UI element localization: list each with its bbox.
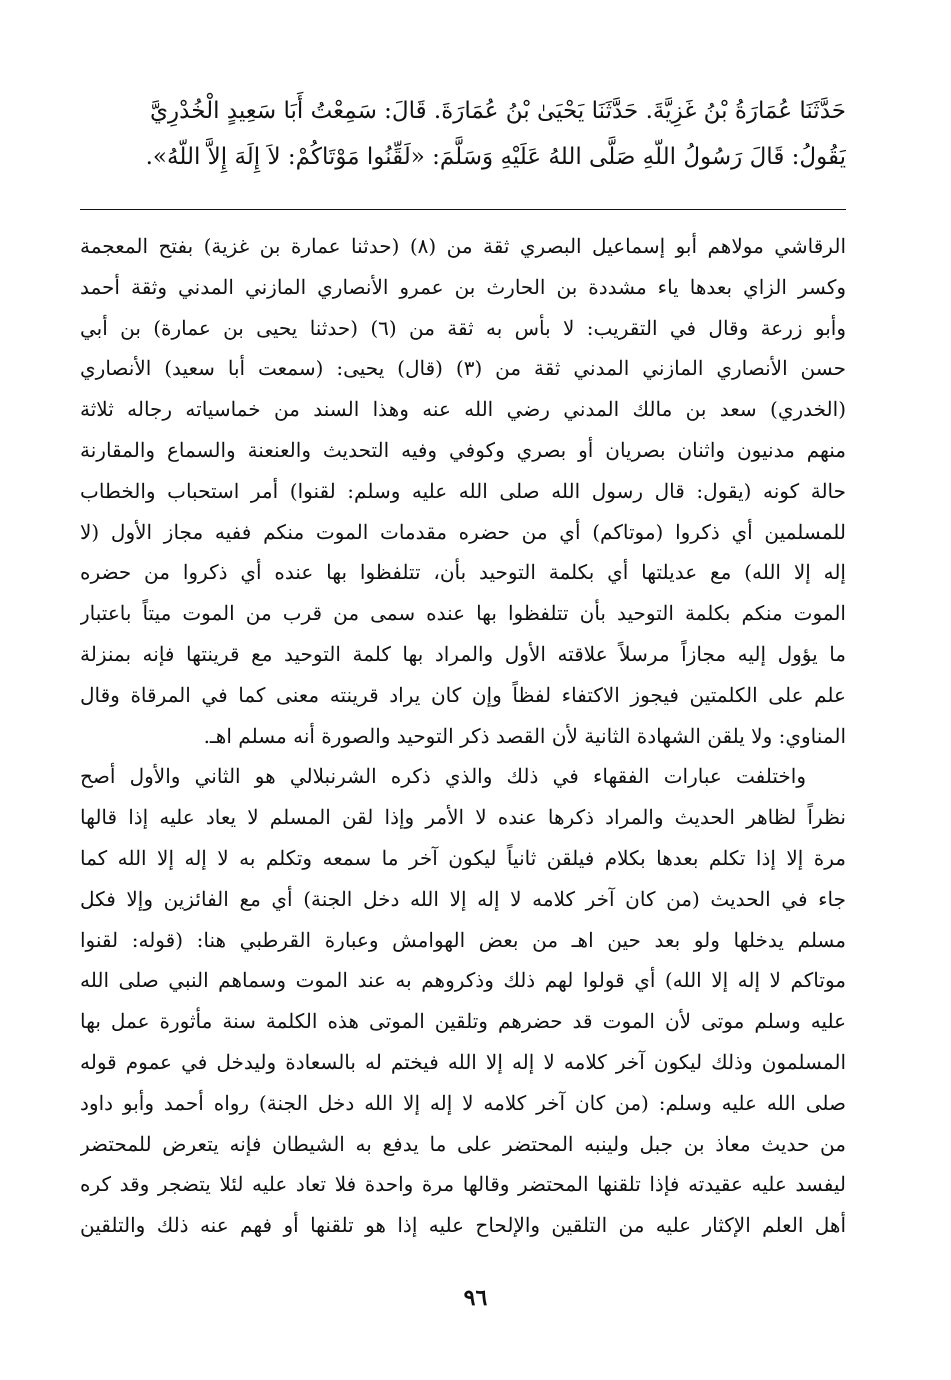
footnote-separator [80, 209, 846, 210]
commentary-line: الرقاشي مولاهم أبو إسماعيل البصري ثقة من (٨) (حدثنا عمارة بن غزية) بفتح المعجمة [80, 234, 846, 258]
hadith-line: حَدَّثَنَا عُمَارَةُ بْنُ غَزِيَّةَ. حَدَّثَنَا يَحْيَىٰ بْنُ عُمَارَةَ. قَالَ: سَمِعْتُ أَبَا سَعِيدٍ الْخُدْرِيَّ [150, 98, 846, 124]
commentary-paragraph [80, 226, 846, 756]
commentary-line: المناوي: ولا يلقن الشهادة الثانية لأن القصد ذكر التوحيد والصورة أنه مسلم اهـ. [203, 723, 846, 748]
commentary-line: (الخدري) سعد بن مالك المدني رضي الله عنه وهذا السند من خماسياته رجاله ثلاثة [80, 397, 846, 422]
hadith-text [80, 88, 846, 180]
commentary-line: إله إلا الله) مع عديلتها أي بكلمة التوحيد بأن، تتلفظوا بها عنده أي ذكروا من حضره [80, 560, 846, 585]
page-number: ٩٦ [463, 1285, 488, 1311]
commentary-line: نظراً لظاهر الحديث والمراد ذكرها عنده لا الأمر وإذا لقن المسلم لا يعاد عليه إذا قالها [80, 805, 846, 830]
commentary-line: موتاكم لا إله إلا الله) أي قولوا لهم ذلك وذكروهم به عند الموت وسماهم النبي صلى الله [80, 968, 846, 993]
commentary-line: الموت منكم بكلمة التوحيد بأن تتلفظوا بها عنده سمى من قرب من الموت ميتاً باعتبار [80, 601, 846, 626]
commentary-line: ما يؤول إليه مجازاً مرسلاً علاقته الأول والمراد بها كلمة التوحيد مع قرينتها فإنه بمنزلة [80, 641, 846, 666]
commentary-line: مسلم يدخلها ولو بعد حين اهـ من بعض الهوامش وعبارة القرطبي هنا: (قوله: لقنوا [80, 927, 846, 952]
commentary-line: وأبو زرعة وقال في التقريب: لا بأس به ثقة من (٦) (حدثنا يحيى بن عمارة) بن أبي [80, 315, 846, 340]
commentary-line: من حديث معاذ بن جبل ولينبه المحتضر على ما يدفع به الشيطان فإنه يتعرض للمحتضر [80, 1131, 846, 1156]
commentary-line: حسن الأنصاري المازني المدني ثقة من (٣) (قال) يحيى: (سمعت أبا سعيد) الأنصاري [80, 356, 846, 381]
commentary-paragraph [80, 756, 846, 1246]
hadith-line: يَقُولُ: قَالَ رَسُولُ اللّهِ صَلَّى اللهُ عَلَيْهِ وَسَلَّمَ: «لَقِّنُوا مَوْتَاكُمْ: لاَ إِلَهَ إِلاَّ اللّهُ». [145, 144, 846, 170]
commentary-line: وكسر الزاي بعدها ياء مشددة بن الحارث بن عمرو الأنصاري المازني المدني وثقة أحمد [80, 274, 846, 299]
commentary-line: منهم مدنيون واثنان بصريان أو بصري وكوفي وفيه التحديث والعنعنة والسماع والمقارنة [80, 437, 846, 462]
commentary-line: مرة إلا إذا تكلم بعدها بكلام فيلقن ثانياً ليكون آخر ما سمعه وتكلم به لا إله إلا الله كما [80, 845, 846, 870]
commentary-line: جاء في الحديث (من كان آخر كلامه لا إله إلا الله دخل الجنة) أي مع الفائزين وإلا فكل [80, 886, 846, 911]
commentary-line: المسلمون وذلك ليكون آخر كلامه لا إله إلا الله فيختم له بالسعادة وليدخل في عموم قوله [80, 1049, 846, 1074]
commentary-line: ليفسد عليه عقيدته فإذا تلقنها المحتضر وقالها مرة واحدة فلا تعاد عليه لئلا يتضجر وقد كره [80, 1172, 846, 1197]
commentary-text [80, 226, 846, 1246]
commentary-line: علم على الكلمتين فيجوز الاكتفاء لفظاً وإن كان يراد قرينته معنى كما في المرقاة وقال [80, 682, 846, 707]
commentary-line: للمسلمين أي ذكروا (موتاكم) أي من حضره مقدمات الموت منكم ففيه مجاز الأول (لا [80, 519, 846, 544]
commentary-line: عليه وسلم موتى لأن الموت قد حضرهم وتلقين الموتى هذه الكلمة سنة مأثورة عمل بها [80, 1009, 846, 1034]
commentary-line: صلى الله عليه وسلم: (من كان آخر كلامه لا إله إلا الله دخل الجنة) رواه أحمد وأبو داود [80, 1090, 846, 1115]
commentary-line: أهل العلم الإكثار عليه من التلقين والإلحاح عليه إذا هو تلقنها أو فهم عنه ذلك والتلقين [80, 1213, 846, 1238]
commentary-line: واختلفت عبارات الفقهاء في ذلك والذي ذكره الشرنبلالي هو الثاني والأول أصح [80, 764, 806, 789]
commentary-line: حالة كونه (يقول: قال رسول الله صلى الله عليه وسلم: لقنوا) أمر استحباب والخطاب [80, 478, 846, 503]
